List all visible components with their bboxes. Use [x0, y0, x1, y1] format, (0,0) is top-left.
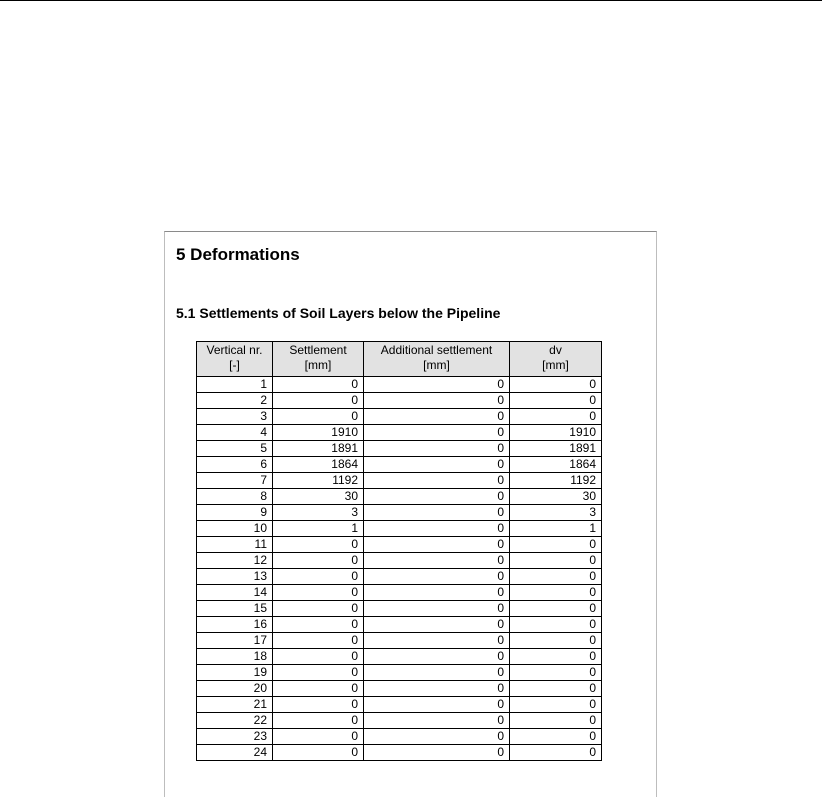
table-row: [197, 393, 602, 409]
cell-settlement: 0: [273, 617, 364, 633]
cell-vertical-nr: 17: [197, 633, 273, 649]
cell-dv: 0: [510, 697, 602, 713]
cell-dv: 0: [510, 409, 602, 425]
header-label: Settlement: [289, 343, 347, 357]
cell-dv: 0: [510, 585, 602, 601]
cell-dv: 0: [510, 665, 602, 681]
table-row: [197, 729, 602, 745]
table-row: [197, 585, 602, 601]
table-row: [197, 569, 602, 585]
cell-settlement: 0: [273, 409, 364, 425]
cell-dv: 1910: [510, 425, 602, 441]
table-row: [197, 409, 602, 425]
cell-vertical-nr: 7: [197, 473, 273, 489]
cell-vertical-nr: 19: [197, 665, 273, 681]
header-unit: [-]: [229, 358, 240, 372]
cell-additional-settlement: 0: [364, 729, 510, 745]
header-dv: [510, 342, 602, 377]
cell-additional-settlement: 0: [364, 665, 510, 681]
table-row: [197, 521, 602, 537]
cell-additional-settlement: 0: [364, 617, 510, 633]
table-row: [197, 425, 602, 441]
cell-vertical-nr: 5: [197, 441, 273, 457]
cell-vertical-nr: 23: [197, 729, 273, 745]
cell-dv: 0: [510, 713, 602, 729]
cell-dv: 1864: [510, 457, 602, 473]
cell-settlement: 1: [273, 521, 364, 537]
table-row: [197, 745, 602, 761]
cell-additional-settlement: 0: [364, 745, 510, 761]
cell-dv: 3: [510, 505, 602, 521]
cell-vertical-nr: 12: [197, 553, 273, 569]
cell-vertical-nr: 18: [197, 649, 273, 665]
table-row: [197, 441, 602, 457]
cell-dv: 0: [510, 569, 602, 585]
cell-settlement: 0: [273, 633, 364, 649]
cell-vertical-nr: 16: [197, 617, 273, 633]
cell-settlement: 0: [273, 553, 364, 569]
cell-dv: 0: [510, 681, 602, 697]
cell-settlement: 0: [273, 377, 364, 393]
table-row: [197, 537, 602, 553]
cell-dv: 0: [510, 633, 602, 649]
table-row: [197, 713, 602, 729]
table-header-row: [197, 342, 602, 377]
cell-additional-settlement: 0: [364, 473, 510, 489]
header-label: Vertical nr.: [206, 343, 263, 357]
cell-additional-settlement: 0: [364, 457, 510, 473]
header-unit: [mm]: [304, 358, 332, 372]
cell-settlement: 0: [273, 745, 364, 761]
cell-settlement: 0: [273, 601, 364, 617]
cell-dv: 0: [510, 617, 602, 633]
cell-additional-settlement: 0: [364, 601, 510, 617]
cell-settlement: 30: [273, 489, 364, 505]
cell-settlement: 1891: [273, 441, 364, 457]
cell-additional-settlement: 0: [364, 585, 510, 601]
cell-settlement: 0: [273, 665, 364, 681]
cell-dv: 0: [510, 729, 602, 745]
cell-additional-settlement: 0: [364, 681, 510, 697]
cell-vertical-nr: 2: [197, 393, 273, 409]
cell-vertical-nr: 6: [197, 457, 273, 473]
cell-settlement: 0: [273, 697, 364, 713]
cell-additional-settlement: 0: [364, 649, 510, 665]
cell-additional-settlement: 0: [364, 377, 510, 393]
table-row: [197, 489, 602, 505]
cell-vertical-nr: 4: [197, 425, 273, 441]
cell-additional-settlement: 0: [364, 521, 510, 537]
cell-vertical-nr: 14: [197, 585, 273, 601]
top-divider: [0, 0, 822, 1]
cell-additional-settlement: 0: [364, 393, 510, 409]
header-unit: [mm]: [423, 358, 450, 372]
cell-dv: 0: [510, 537, 602, 553]
cell-additional-settlement: 0: [364, 553, 510, 569]
settlements-table: [196, 341, 602, 761]
cell-dv: 0: [510, 377, 602, 393]
table-row: [197, 473, 602, 489]
cell-dv: 30: [510, 489, 602, 505]
header-label: Additional settlement: [380, 343, 493, 357]
table-row: [197, 505, 602, 521]
table-row: [197, 601, 602, 617]
cell-dv: 1891: [510, 441, 602, 457]
cell-dv: 1192: [510, 473, 602, 489]
table-row: [197, 553, 602, 569]
table-row: [197, 633, 602, 649]
cell-vertical-nr: 13: [197, 569, 273, 585]
cell-vertical-nr: 9: [197, 505, 273, 521]
cell-settlement: 1192: [273, 473, 364, 489]
cell-vertical-nr: 22: [197, 713, 273, 729]
cell-vertical-nr: 24: [197, 745, 273, 761]
table-row: [197, 665, 602, 681]
cell-settlement: 3: [273, 505, 364, 521]
table-row: [197, 617, 602, 633]
header-vertical-nr: [197, 342, 273, 377]
cell-settlement: 0: [273, 681, 364, 697]
cell-dv: 0: [510, 601, 602, 617]
cell-additional-settlement: 0: [364, 569, 510, 585]
header-label: dv: [549, 343, 562, 357]
cell-additional-settlement: 0: [364, 505, 510, 521]
cell-vertical-nr: 8: [197, 489, 273, 505]
table-row: [197, 649, 602, 665]
cell-dv: 0: [510, 393, 602, 409]
cell-additional-settlement: 0: [364, 425, 510, 441]
table-row: [197, 457, 602, 473]
table-row: [197, 697, 602, 713]
cell-dv: 1: [510, 521, 602, 537]
cell-dv: 0: [510, 649, 602, 665]
cell-settlement: 0: [273, 393, 364, 409]
cell-settlement: 0: [273, 713, 364, 729]
header-additional-settlement: [364, 342, 510, 377]
cell-additional-settlement: 0: [364, 697, 510, 713]
table-row: [197, 681, 602, 697]
cell-dv: 0: [510, 553, 602, 569]
cell-additional-settlement: 0: [364, 537, 510, 553]
cell-settlement: 0: [273, 729, 364, 745]
cell-settlement: 0: [273, 537, 364, 553]
cell-vertical-nr: 20: [197, 681, 273, 697]
table-body: [197, 377, 602, 761]
cell-vertical-nr: 1: [197, 377, 273, 393]
cell-settlement: 0: [273, 585, 364, 601]
cell-vertical-nr: 3: [197, 409, 273, 425]
cell-additional-settlement: 0: [364, 441, 510, 457]
table-row: [197, 377, 602, 393]
cell-additional-settlement: 0: [364, 489, 510, 505]
subsection-title: 5.1 Settlements of Soil Layers below the Pipeline: [176, 305, 501, 321]
cell-additional-settlement: 0: [364, 409, 510, 425]
cell-settlement: 0: [273, 649, 364, 665]
cell-vertical-nr: 21: [197, 697, 273, 713]
header-unit: [mm]: [542, 358, 569, 372]
cell-settlement: 1864: [273, 457, 364, 473]
section-title: 5 Deformations: [176, 245, 300, 264]
cell-vertical-nr: 11: [197, 537, 273, 553]
cell-settlement: 0: [273, 569, 364, 585]
cell-additional-settlement: 0: [364, 713, 510, 729]
cell-vertical-nr: 10: [197, 521, 273, 537]
cell-dv: 0: [510, 745, 602, 761]
cell-settlement: 1910: [273, 425, 364, 441]
cell-vertical-nr: 15: [197, 601, 273, 617]
cell-additional-settlement: 0: [364, 633, 510, 649]
header-settlement: [273, 342, 364, 377]
